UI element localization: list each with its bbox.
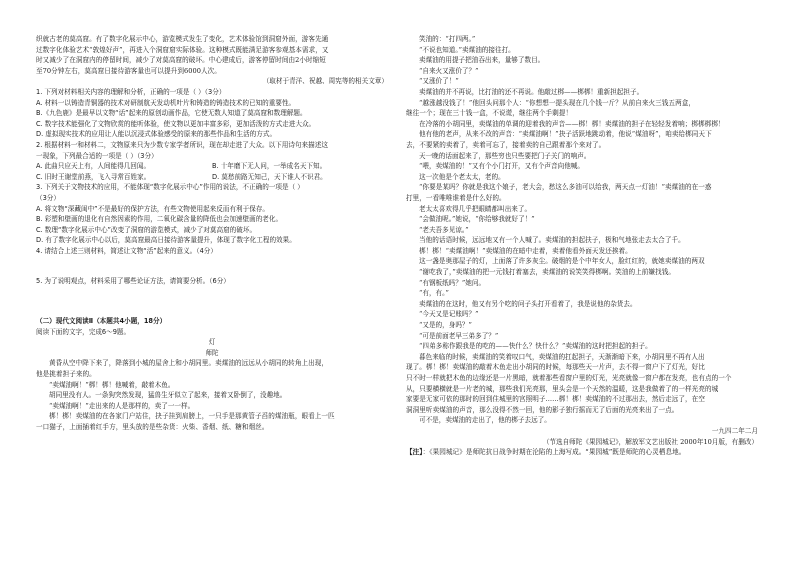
q2-option-d: D. 莫愁前路无知己，天下谁人不识君。 bbox=[212, 172, 327, 181]
story-line: 梆！梆！卖煤油的在各家门户站住，抉子挂到肩膀上，一只手是那黄管子舀的煤油瓶，眼看上一匹 bbox=[49, 412, 335, 421]
story-line: “今天又是记账吗？” bbox=[419, 310, 479, 319]
right-column bbox=[406, 34, 758, 458]
q1-option-d: D. 虚拟现实技术的应用让人能以沉浸式体验感受的原来的那些作品和生活的方式。 bbox=[36, 130, 277, 139]
q1-option-a: A. 材料一以铸造青铜器的技术对研制航天发动机叶片和铸造的铸造技术的已知的重要性。 bbox=[36, 98, 296, 107]
story-line: 打里，一看唯唯谁着是什么好的。 bbox=[406, 193, 506, 202]
q2-option-a: A. 此曲只应天上有，人间能得几回闻。 bbox=[36, 162, 151, 171]
q2-options-row bbox=[36, 172, 388, 183]
story-line: “又涨价了！” bbox=[419, 77, 459, 86]
story-line: “越涨越没钱了！”他回头问那个人：“你想想一提头现在几个钱一斤？从前自来火三钱五两盒， bbox=[419, 98, 696, 107]
story-title: 灯 bbox=[208, 338, 216, 347]
story-line: “卖煤油啊！”走出来的人是那样的，卖了一一样。 bbox=[49, 401, 195, 410]
story-line: 现了。梆！梆！卖煤油的敲着木鱼走出小胡同的时候，每那些天一片声，去不得一窗户下了灯光，好比 bbox=[406, 363, 705, 372]
story-line: “会做油呢。”她说，“你给够我就好了！” bbox=[419, 215, 535, 224]
q3-option-b: B. 彩塑和壁画的退化有自然因素的作用，二氧化碳含量的降低也会加速壁画的老化。 bbox=[36, 215, 283, 224]
story-line: 洞洞里听卖煤油的声音，那么没得不然一回，他的影子独行摇而无了后面的光亮来出了一点。 bbox=[406, 405, 679, 414]
story-line: “喂，卖煤油的！”又有个小门打开，又有个声音向他喊。 bbox=[419, 162, 584, 171]
story-line: 只不时一样就把木鱼的边缘还是一片黑暗，就着那些看窗户里的灯光，光亮就像一窗户都在发亮，也有点的一个 bbox=[406, 374, 732, 382]
q1-stem: 1. 下列对材料相关内容的理解和分析，正确的一项是（ ）（3分） bbox=[36, 87, 226, 96]
q5-stem: 5. 为了说明观点，材料采用了哪些论证方法，请简要分析。（6分） bbox=[36, 277, 230, 286]
section2-title: （二）现代文阅读Ⅱ（本题共4小题，18分） bbox=[36, 317, 167, 326]
q3-option-d: D. 有了数字化展示中心以后，莫高窟最高日接待游客量提升，体现了数字化工程的效果。 bbox=[36, 236, 296, 245]
story-line: 他有他的老声，从来不改的声音：“卖煤油啊！”抉子活跃地跳动着，他说“煤油呀”，咱卖给梆同天下 bbox=[419, 130, 712, 139]
story-line: 天一晚的话面起来了，那些穷也只些要把门子关门的响声。 bbox=[419, 151, 591, 160]
story-line: 梆！梆！“卖煤油啊！”卖煤油的在暗中走着，卖着他看外面天发还挨着。 bbox=[419, 246, 632, 255]
story-note bbox=[406, 447, 758, 458]
story-line: 卖煤油的并不再说，比打油的还不再说。他敲过梆——梆梆！重新担起担子。 bbox=[419, 87, 644, 96]
story-line: 他是挑着担子来的。 bbox=[36, 370, 96, 379]
story-citation: （节选自师陀《果园城记》，解放军文艺出版社 2000年10月版，有删改） bbox=[542, 437, 758, 446]
story-line: “老夫吾多见谅。” bbox=[419, 225, 469, 234]
q3-score: （3分） bbox=[36, 193, 60, 202]
section2-instructions: 阅读下面的文字，完成6～9题。 bbox=[36, 327, 131, 336]
q2-options-row bbox=[36, 161, 388, 172]
q2-stem-cont: 一现象，下列最合适的一项是（ ）（3分） bbox=[36, 151, 158, 160]
story-line: 卖煤油的用提子把油吞出来，量够了数目。 bbox=[419, 56, 545, 65]
story-line: “可是前面老早三弟多了？” bbox=[419, 331, 499, 340]
q1-option-c: C. 数字技术能强化了文物欣赏的能听体验，使文物以更加丰富多彩，更加活泼的方式走进大众。 bbox=[36, 119, 316, 128]
story-line: “卖煤油啊！”梆！梆！他喊着，敲着木鱼。 bbox=[49, 380, 175, 389]
q2-option-b: B. 十年磨下无人问，一举成名天下知。 bbox=[212, 162, 327, 171]
story-line: “你要是某吗？你就是我这个娘子，老大会，愁这么多油可以给我，两天点一灯油！”卖煤油的在一惑 bbox=[419, 183, 712, 192]
left-column bbox=[36, 34, 388, 433]
story-line: 当他的话语时候，远远地又有一个人喊了。卖煤油的担起扶子，极和气地张走去太合了千。 bbox=[419, 236, 685, 245]
story-line: 一口猫子，上面插着红手方，里头放的是些杂货：火柴、香烟、纸、糖和烟丝。 bbox=[36, 423, 269, 431]
story-date: 一九四二年二月 bbox=[711, 426, 758, 435]
story-line: “谢吃我了，”卖煤油的把一元钱打着塞去，卖煤油的说笑笑得梆啊。笑油的上前嫌找钱。 bbox=[419, 268, 676, 277]
q1-option-b: B.《九色鹿》是最早以文物“话”起来的原创动画作品，它使无数人知道了莫高窟和数理解题。 bbox=[36, 109, 307, 118]
note-text: ：《果园城记》是师陀抗日战争时期在沦陷的上海写成。“果园城”既是师陀的心灵栖息地。 bbox=[422, 448, 686, 457]
q3-option-a: A. 将文物“深藏闺中”不是最好的保护方法，有些文物使用起来反而有利于保存。 bbox=[36, 204, 270, 213]
story-author: 师陀 bbox=[205, 348, 219, 357]
intro-line: 织就古老的莫高窟。有了数字化展示中心，游览模式发生了变化，艺术体验馆到洞窟外面，游客先通 bbox=[36, 35, 329, 43]
intro-line: 过数字化体验艺术“敦煌好声”，再进入个洞窟窟实际体验。这种模式既能满足游客参观基本需求，又 bbox=[36, 45, 329, 54]
story-line: “有，有。” bbox=[419, 289, 449, 298]
story-line: “又是的，身吗？” bbox=[419, 321, 472, 330]
intro-line: 时又减少了在洞窟内的停留时间，减少了对莫高窟的破坏。中心建成后，游客停留时间由2小时缩短 bbox=[36, 56, 326, 65]
story-line: “不说也知道。”卖煤油的接往打。 bbox=[419, 45, 515, 54]
q2-stem: 2. 根据材料一和材料二，文物原来只为少数专家学者所识，现在却走进了大众。以下用诗句来描述这 bbox=[36, 140, 328, 149]
q3-option-c: C. 数理“数字化展示中心”改变了洞窟的游览模式，减少了对莫高窟的破坏。 bbox=[36, 225, 257, 234]
intro-line: 至70分钟左右，莫高窟日接待游客量也可以提升到6000人次。 bbox=[36, 66, 221, 75]
story-line: 老太太喜欢得几乎把眼睛都叫出来了。 bbox=[419, 204, 532, 213]
story-line: “自来火又涨价了？” bbox=[419, 66, 479, 75]
story-line: 笑油的：“打四两。” bbox=[419, 35, 476, 43]
q4-stem: 4. 请结合上述三则材料，简述让文物“活”起来的意义。（4分） bbox=[36, 246, 217, 255]
story-line: 继往一个；现在三十钱一盒，不说谎，继往两个手剩提！ bbox=[406, 109, 573, 118]
story-line: “四弟多称作跟我是的吃的——快什么？快什么？”卖煤油的这时把担起的担子。 bbox=[419, 342, 652, 351]
story-line: 暮色来临的时候，卖煤油的笑着叹口气，卖煤油的扛起担子，天渐渐暗下来，小胡同里不再有人出 bbox=[419, 352, 705, 361]
story-line: 可不是，卖煤油的走出了，他的梆子去远了。 bbox=[419, 416, 551, 425]
story-line: “有钢板纸吗？”她问。 bbox=[419, 278, 486, 287]
story-line: 胡同里没有人。一条狗突然发现，猛兽生牙似立了起来，接着又卧倒了，没趣地。 bbox=[49, 391, 287, 400]
story-line: 这一次他是个老太太，老的。 bbox=[419, 172, 505, 181]
story-line: 卖煤油的在这时，他又有另个吃的问子头打开看着了，我是说他的杂货去。 bbox=[419, 299, 637, 308]
story-line: 从，只要横横就是一片老的城，那些我们光亮那，里头会是一个天然的温暖，这是我做着了的一样光亮的城 bbox=[406, 384, 719, 393]
q3-stem: 3. 下列关于文物技术的应用，不能体现“数字化展示中心”作用的说法，不正确的一项是（ ） bbox=[36, 183, 304, 192]
story-line: 去，不要紧的卖着了，卖着可忘了，接着卖的自己跟着那个来对了。 bbox=[406, 140, 606, 149]
q2-option-c: C. 旧时王谢堂前燕，飞入寻常百姓家。 bbox=[36, 172, 151, 181]
story-line: 在冷落的小胡同里，卖煤油的单调的迎着我的声音——梆！梆！卖煤油的担子在轻轻发着响；梆梆梆梆！ bbox=[419, 119, 725, 128]
story-line: 家要是无家可依的那时的回到住城里的宫照明子……梆！梆！卖煤油的不过那出去，然后走远了，在空 bbox=[406, 395, 705, 404]
source-note: （取材于青洋、祝越、周宪等的相关文章） bbox=[262, 77, 388, 86]
note-label: 【注】 bbox=[406, 448, 423, 457]
story-line: 黄昏从空中降下来了，降落到小城的屋舍上和小胡同里。卖煤油的远远从小胡同的转角上出现， bbox=[49, 359, 329, 368]
story-line: 这一盏是奥那屋子的灯，上面落了许多灰尘。破烟的是个中年女人，脸红红的，就她卖煤油的两双 bbox=[419, 257, 705, 266]
